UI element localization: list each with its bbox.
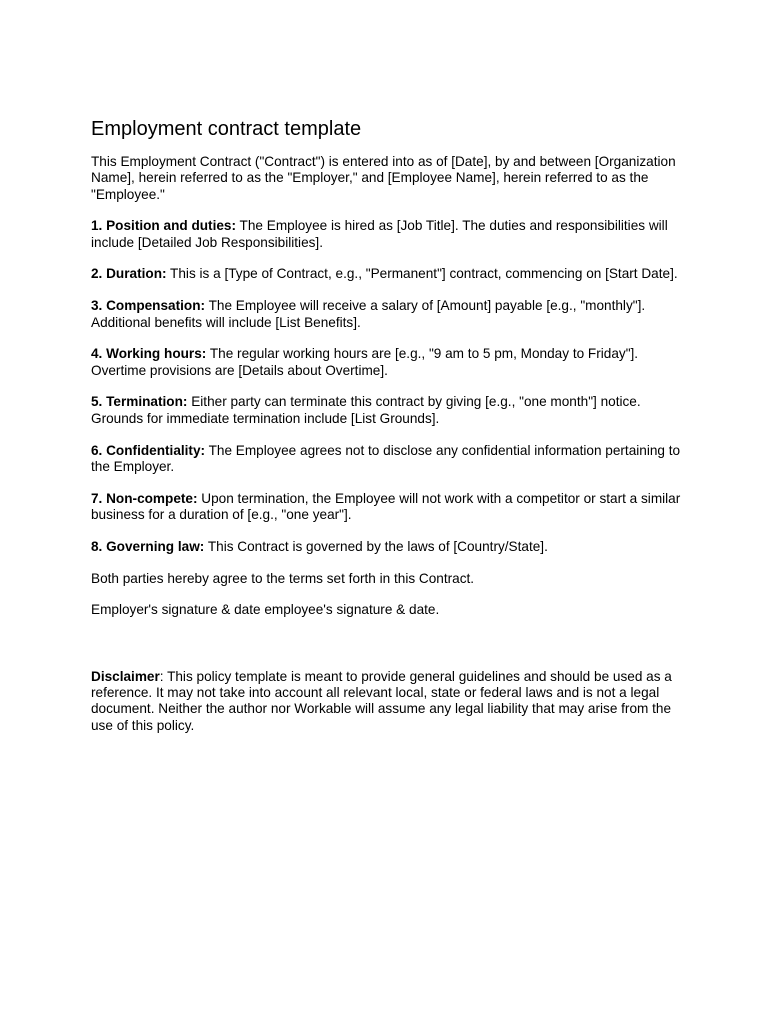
- section-compensation: [91, 298, 683, 331]
- agreement-paragraph: Both parties hereby agree to the terms set forth in this Contract.: [91, 570, 475, 586]
- document-title: Employment contract template: [91, 118, 362, 140]
- signature-line: Employer's signature & date employee's signature & date.: [91, 602, 440, 618]
- section-label: 2. Duration:: [91, 266, 167, 282]
- section-label: 4. Working hours:: [91, 346, 207, 362]
- section-working-hours: [91, 346, 683, 379]
- section-label: 8. Governing law:: [91, 538, 205, 554]
- disclaimer-text: : This policy template is meant to provide general guidelines and should be used as a reference. It may not take into account all relevant local, state or federal laws and is not a legal document. Neither the author nor Workable will assume any legal liability that may arise from the use of this policy.: [91, 668, 672, 733]
- intro-paragraph: This Employment Contract ("Contract") is entered into as of [Date], by and between [Organization Name], herein referred to as the "Employer," and [Employee Name], herein referred to as the "Employee.": [91, 154, 676, 202]
- section-duration: [91, 266, 683, 282]
- section-text: This is a [Type of Contract, e.g., "Permanent"] contract, commencing on [Start Date].: [166, 266, 678, 282]
- section-text: Either party can terminate this contract by giving [e.g., "one month"] notice. Grounds for immediate termination include [List Grounds].: [91, 394, 641, 426]
- section-label: 1. Position and duties:: [91, 218, 237, 234]
- section-text: The regular working hours are [e.g., "9 am to 5 pm, Monday to Friday"]. Overtime provisions are [Details about Overtime].: [91, 346, 639, 378]
- section-text: This Contract is governed by the laws of [Country/State].: [204, 538, 548, 554]
- section-governing-law: [91, 539, 683, 555]
- disclaimer-paragraph: [91, 669, 683, 734]
- section-label: 5. Termination:: [91, 394, 188, 410]
- section-text: The Employee agrees not to disclose any confidential information pertaining to the Employer.: [91, 442, 681, 474]
- section-text: The Employee will receive a salary of [Amount] payable [e.g., "monthly"]. Additional benefits will include [List Benefits].: [91, 298, 646, 330]
- section-confidentiality: [91, 443, 683, 476]
- section-label: 6. Confidentiality:: [91, 442, 206, 458]
- section-text: The Employee is hired as [Job Title]. The duties and responsibilities will include [Detailed Job Responsibilities].: [91, 218, 668, 250]
- section-non-compete: [91, 491, 683, 524]
- section-label: 3. Compensation:: [91, 298, 206, 314]
- document-page: [91, 115, 683, 749]
- section-label: 7. Non-compete:: [91, 490, 198, 506]
- section-text: Upon termination, the Employee will not work with a competitor or start a similar business for a duration of [e.g., "one year"].: [91, 490, 681, 522]
- section-termination: [91, 394, 683, 427]
- section-position-duties: [91, 218, 683, 251]
- disclaimer-label: Disclaimer: [91, 668, 160, 684]
